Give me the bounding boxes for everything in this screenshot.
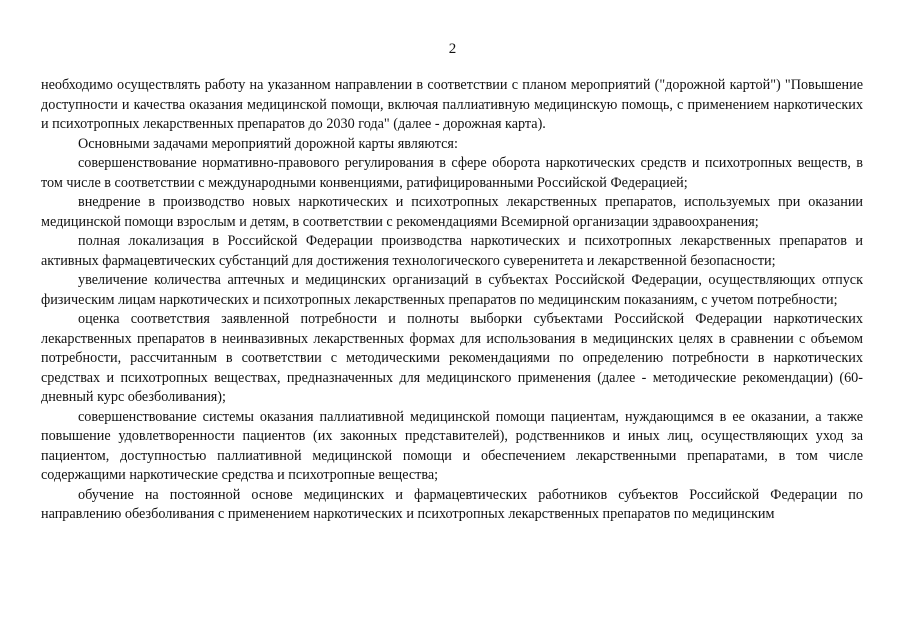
paragraph-regulation: совершенствование нормативно-правового регулирования в сфере оборота наркотических средств и психотропных веществ, в том числе в соответствии с международными конвенциями, ратифицированными Российской Федерацией; xyxy=(41,155,863,191)
paragraph-training: обучение на постоянной основе медицинских и фармацевтических работников субъектов Российской Федерации по направлению обезболивания с применением наркотических и психотропных лекарственных препаратов по медицинским xyxy=(41,486,863,522)
paragraph-localization: полная локализация в Российской Федерации производства наркотических и психотропных лекарственных препаратов и активных фармацевтических субстанций для достижения технологического суверенитета и лекарственной безопасности; xyxy=(41,233,863,269)
paragraph-assessment: оценка соответствия заявленной потребности и полноты выборки субъектами Российской Федерации наркотических лекарственных препаратов в неинвазивных лекарственных формах для использования в медицинских целях в сравнении с объемом потребности, рассчитанным в соответствии с методическими рекомендациями по определению потребности в наркотических средствах и психотропных веществах, предназначенных для медицинского применения (далее - методические рекомендации) (60-дневный курс обезболивания); xyxy=(41,311,863,405)
paragraph-palliative-care: совершенствование системы оказания паллиативной медицинской помощи пациентам, нуждающимся в ее оказании, а также повышение удовлетворенности пациентов (их законных представителей), родственников и иных лиц, осуществляющих уход за пациентом, доступностью паллиативной медицинской помощи и обеспечением лекарственными препаратами, в том числе содержащими наркотические средства и психотропные вещества; xyxy=(41,408,863,483)
document-body xyxy=(41,76,863,525)
paragraph-new-drugs: внедрение в производство новых наркотических и психотропных лекарственных препаратов, используемых при оказании медицинской помощи взрослым и детям, в соответствии с рекомендациями Всемирной организации здравоохранения; xyxy=(41,194,863,230)
page-number: 2 xyxy=(448,41,457,57)
paragraph-pharmacies: увеличение количества аптечных и медицинских организаций в субъектах Российской Федерации, осуществляющих отпуск физическим лицам наркотических и психотропных лекарственных препаратов по медицинским показаниям, с учетом потребности; xyxy=(41,272,863,308)
paragraph-continuation: необходимо осуществлять работу на указанном направлении в соответствии с планом мероприятий ("дорожной картой") "Повышение доступности и качества оказания медицинской помощи, включая паллиативную медицинскую помощь, с применением наркотических и психотропных лекарственных препаратов до 2030 года" (далее - дорожная карта). xyxy=(41,77,863,132)
paragraph-tasks-intro: Основными задачами мероприятий дорожной карты являются: xyxy=(78,135,458,152)
